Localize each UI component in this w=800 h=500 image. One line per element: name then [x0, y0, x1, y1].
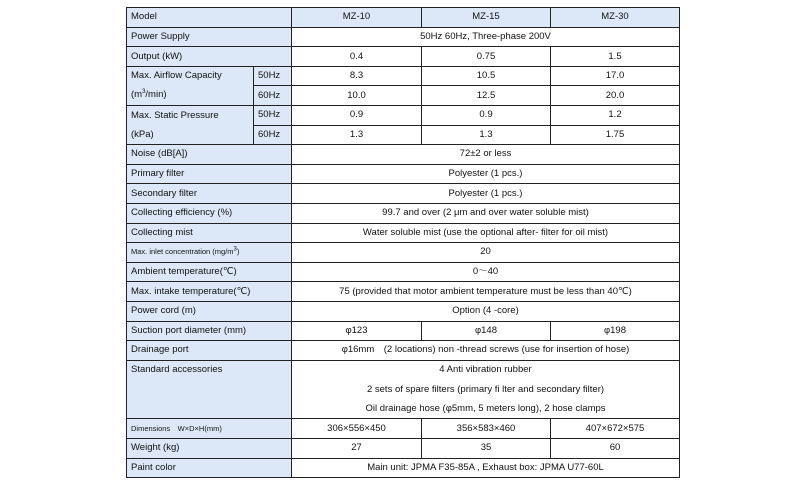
- output-label: Output (kW): [127, 47, 292, 67]
- mist-row: [127, 223, 680, 243]
- accessories-label-spacer-2: [127, 399, 292, 419]
- pressure-50-mz10: 0.9: [292, 105, 422, 125]
- primary-filter-row: [127, 164, 680, 184]
- efficiency-value: 99.7 and over (2 μm and over water soluble mist): [292, 203, 680, 223]
- dimensions-row: [127, 419, 680, 439]
- output-mz15: 0.75: [422, 47, 551, 67]
- mist-label: Collecting mist: [127, 223, 292, 243]
- weight-row: [127, 439, 680, 459]
- noise-value: 72±2 or less: [292, 145, 680, 165]
- accessories-label-spacer: [127, 380, 292, 400]
- intake-temp-row: [127, 282, 680, 302]
- pressure-label-line1: Max. Static Pressure: [127, 105, 254, 125]
- airflow-60-mz30: 20.0: [551, 86, 680, 106]
- noise-row: [127, 145, 680, 165]
- paint-label: Paint color: [127, 458, 292, 478]
- primary-filter-label: Primary filter: [127, 164, 292, 184]
- airflow-60-mz10: 10.0: [292, 86, 422, 106]
- airflow-60-mz15: 12.5: [422, 86, 551, 106]
- paint-value: Main unit: JPMA F35-85A , Exhaust box: JPMA U77-60L: [292, 458, 680, 478]
- weight-mz10: 27: [292, 439, 422, 459]
- dimensions-mz15: 356×583×460: [422, 419, 551, 439]
- ambient-temp-row: [127, 262, 680, 282]
- drainage-value: φ16mm (2 locations) non -thread screws (use for insertion of hose): [292, 341, 680, 361]
- drainage-row: [127, 341, 680, 361]
- efficiency-row: [127, 203, 680, 223]
- pressure-60-mz10: 1.3: [292, 125, 422, 145]
- model-mz30: MZ-30: [551, 8, 680, 28]
- mist-value: Water soluble mist (use the optional after- filter for oil mist): [292, 223, 680, 243]
- inlet-concentration-label: Max. inlet concentration $(mg/m^3)$: [127, 243, 292, 263]
- inlet-concentration-row: [127, 243, 680, 263]
- header-row: [127, 8, 680, 28]
- airflow-row-50hz: [127, 66, 680, 86]
- airflow-hz-50: 50Hz: [254, 66, 292, 86]
- accessories-line-3: Oil drainage hose (φ5mm, 5 meters long), 2 hose clamps: [292, 399, 680, 419]
- airflow-50-mz15: 10.5: [422, 66, 551, 86]
- ambient-temp-label: Ambient temperature(℃): [127, 262, 292, 282]
- intake-temp-value: 75 (provided that motor ambient temperature must be less than 40℃): [292, 282, 680, 302]
- power-cord-value: Option (4 -core): [292, 301, 680, 321]
- pressure-hz-60: 60Hz: [254, 125, 292, 145]
- suction-port-mz15: φ148: [422, 321, 551, 341]
- dimensions-label: Dimensions W×D×H(mm): [127, 419, 292, 439]
- accessories-row-1: [127, 360, 680, 380]
- primary-filter-value: Polyester (1 pcs.): [292, 164, 680, 184]
- paint-row: [127, 458, 680, 478]
- airflow-50-mz10: 8.3: [292, 66, 422, 86]
- inlet-concentration-value: 20: [292, 243, 680, 263]
- efficiency-label: Collecting efficiency (%): [127, 203, 292, 223]
- model-mz10: MZ-10: [292, 8, 422, 28]
- suction-port-row: [127, 321, 680, 341]
- power-cord-row: [127, 301, 680, 321]
- weight-label: Weight (kg): [127, 439, 292, 459]
- secondary-filter-label: Secondary filter: [127, 184, 292, 204]
- airflow-hz-60: 60Hz: [254, 86, 292, 106]
- secondary-filter-row: [127, 184, 680, 204]
- accessories-label: Standard accessories: [127, 360, 292, 380]
- airflow-row-60hz: [127, 86, 680, 106]
- accessories-row-2: [127, 380, 680, 400]
- accessories-line-2: 2 sets of spare filters (primary fi lter and secondary filter): [292, 380, 680, 400]
- power-supply-value: 50Hz 60Hz, Three-phase 200V: [292, 27, 680, 47]
- power-supply-label: Power Supply: [127, 27, 292, 47]
- pressure-60-mz15: 1.3: [422, 125, 551, 145]
- drainage-label: Drainage port: [127, 341, 292, 361]
- power-supply-row: [127, 27, 680, 47]
- dimensions-mz10: 306×556×450: [292, 419, 422, 439]
- accessories-row-3: [127, 399, 680, 419]
- weight-mz30: 60: [551, 439, 680, 459]
- accessories-line-1: 4 Anti vibration rubber: [292, 360, 680, 380]
- model-label: Model: [127, 8, 292, 28]
- intake-temp-label: Max. intake temperature(℃): [127, 282, 292, 302]
- suction-port-label: Suction port diameter (mm): [127, 321, 292, 341]
- dimensions-mz30: 407×672×575: [551, 419, 680, 439]
- airflow-label-line1: Max. Airflow Capacity: [127, 66, 254, 86]
- spec-table: [126, 7, 680, 478]
- pressure-50-mz30: 1.2: [551, 105, 680, 125]
- suction-port-mz30: φ198: [551, 321, 680, 341]
- airflow-50-mz30: 17.0: [551, 66, 680, 86]
- pressure-hz-50: 50Hz: [254, 105, 292, 125]
- output-mz30: 1.5: [551, 47, 680, 67]
- secondary-filter-value: Polyester (1 pcs.): [292, 184, 680, 204]
- output-row: [127, 47, 680, 67]
- power-cord-label: Power cord (m): [127, 301, 292, 321]
- pressure-60-mz30: 1.75: [551, 125, 680, 145]
- weight-mz15: 35: [422, 439, 551, 459]
- pressure-row-60hz: [127, 125, 680, 145]
- noise-label: Noise (dB[A]): [127, 145, 292, 165]
- pressure-50-mz15: 0.9: [422, 105, 551, 125]
- suction-port-mz10: φ123: [292, 321, 422, 341]
- ambient-temp-value: 0～40: [292, 262, 680, 282]
- output-mz10: 0.4: [292, 47, 422, 67]
- pressure-row-50hz: [127, 105, 680, 125]
- pressure-label-line2: (kPa): [127, 125, 254, 145]
- airflow-label-line2: $(m^3/\min)$: [127, 86, 254, 106]
- model-mz15: MZ-15: [422, 8, 551, 28]
